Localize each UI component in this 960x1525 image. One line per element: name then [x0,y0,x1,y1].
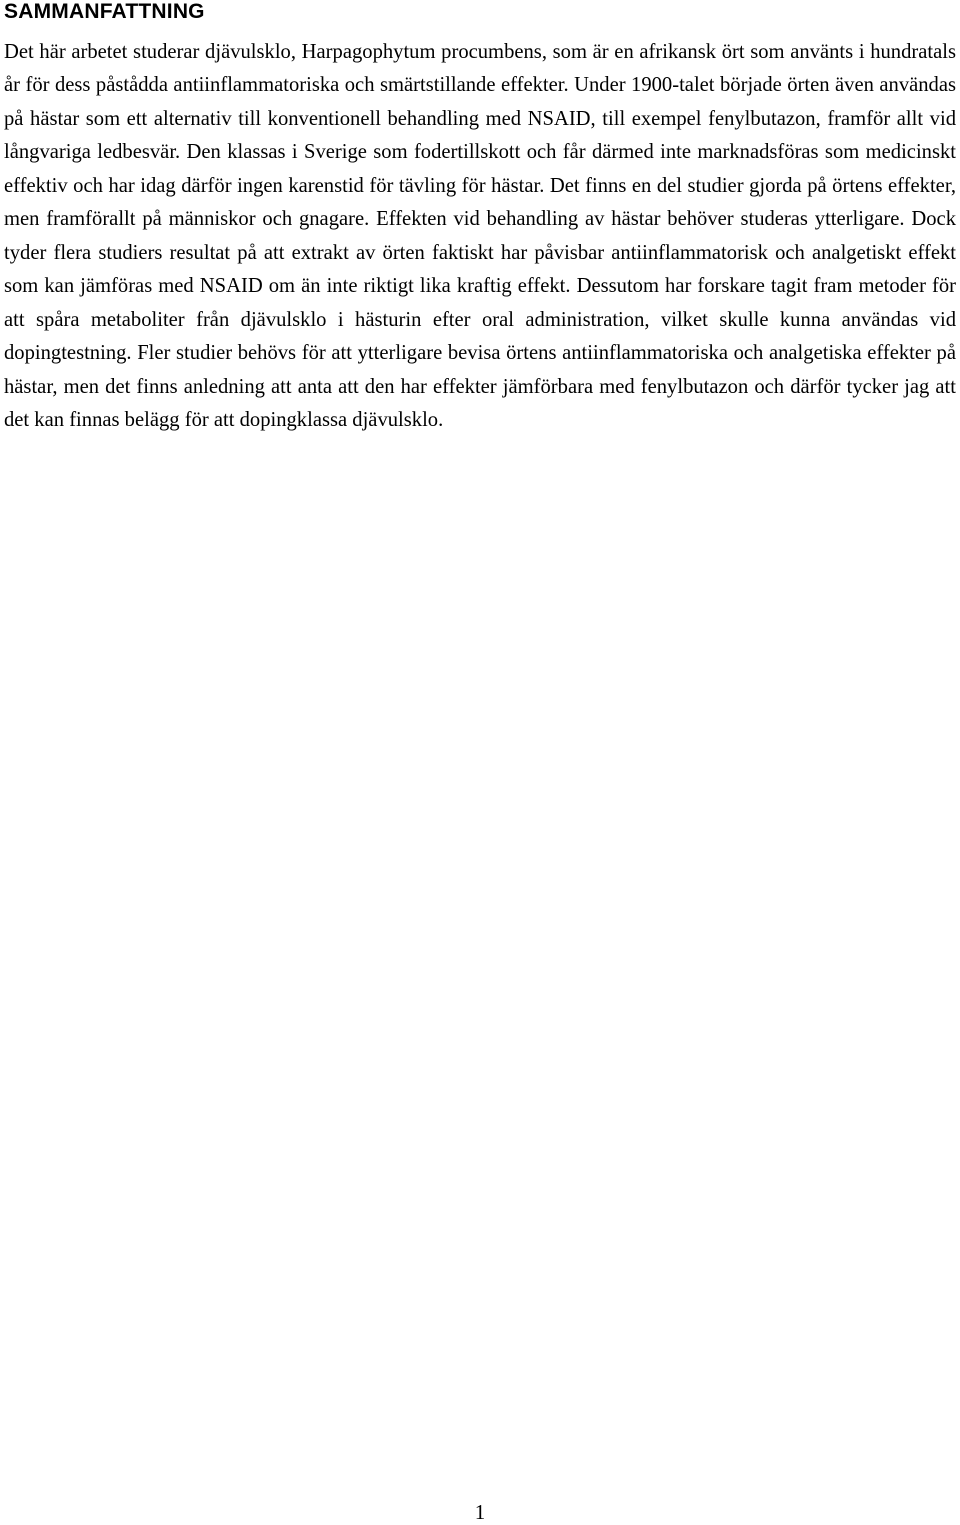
abstract-paragraph: Det här arbetet studerar djävulsklo, Harpagophytum procumbens, som är en afrikansk ört som använts i hundratals år för dess påstådda antiinflammatoriska och smärtstillande effekter. Under 1900-talet började örten även användas på hästar som ett alternativ till konventionell behandling med NSAID, till exempel fenylbutazon, framför allt vid långvariga ledbesvär. Den klassas i Sverige som fodertillskott och får därmed inte marknadsföras som medicinskt effektiv och har idag därför ingen karenstid för tävling för hästar. Det finns en del studier gjorda på örtens effekter, men framförallt på människor och gnagare. Effekten vid behandling av hästar behöver studeras ytterligare. Dock tyder flera studiers resultat på att extrakt av örten faktiskt har påvisbar antiinflammatorisk och analgetiskt effekt som kan jämföras med NSAID om än inte riktigt lika kraftig effekt. Dessutom har forskare tagit fram metoder för att spåra metaboliter från djävulsklo i hästurin efter oral administration, vilket skulle kunna användas vid dopingtestning. Fler studier behövs för att ytterligare bevisa örtens antiinflammatoriska och analgetiska effekter på hästar, men det finns anledning att anta att den har effekter jämförbara med fenylbutazon och därför tycker jag att det kan finnas belägg för att dopingklassa djävulsklo. [4,41,956,431]
page-number: 1 [474,1500,486,1524]
section-heading: SAMMANFATTNING [4,0,205,23]
